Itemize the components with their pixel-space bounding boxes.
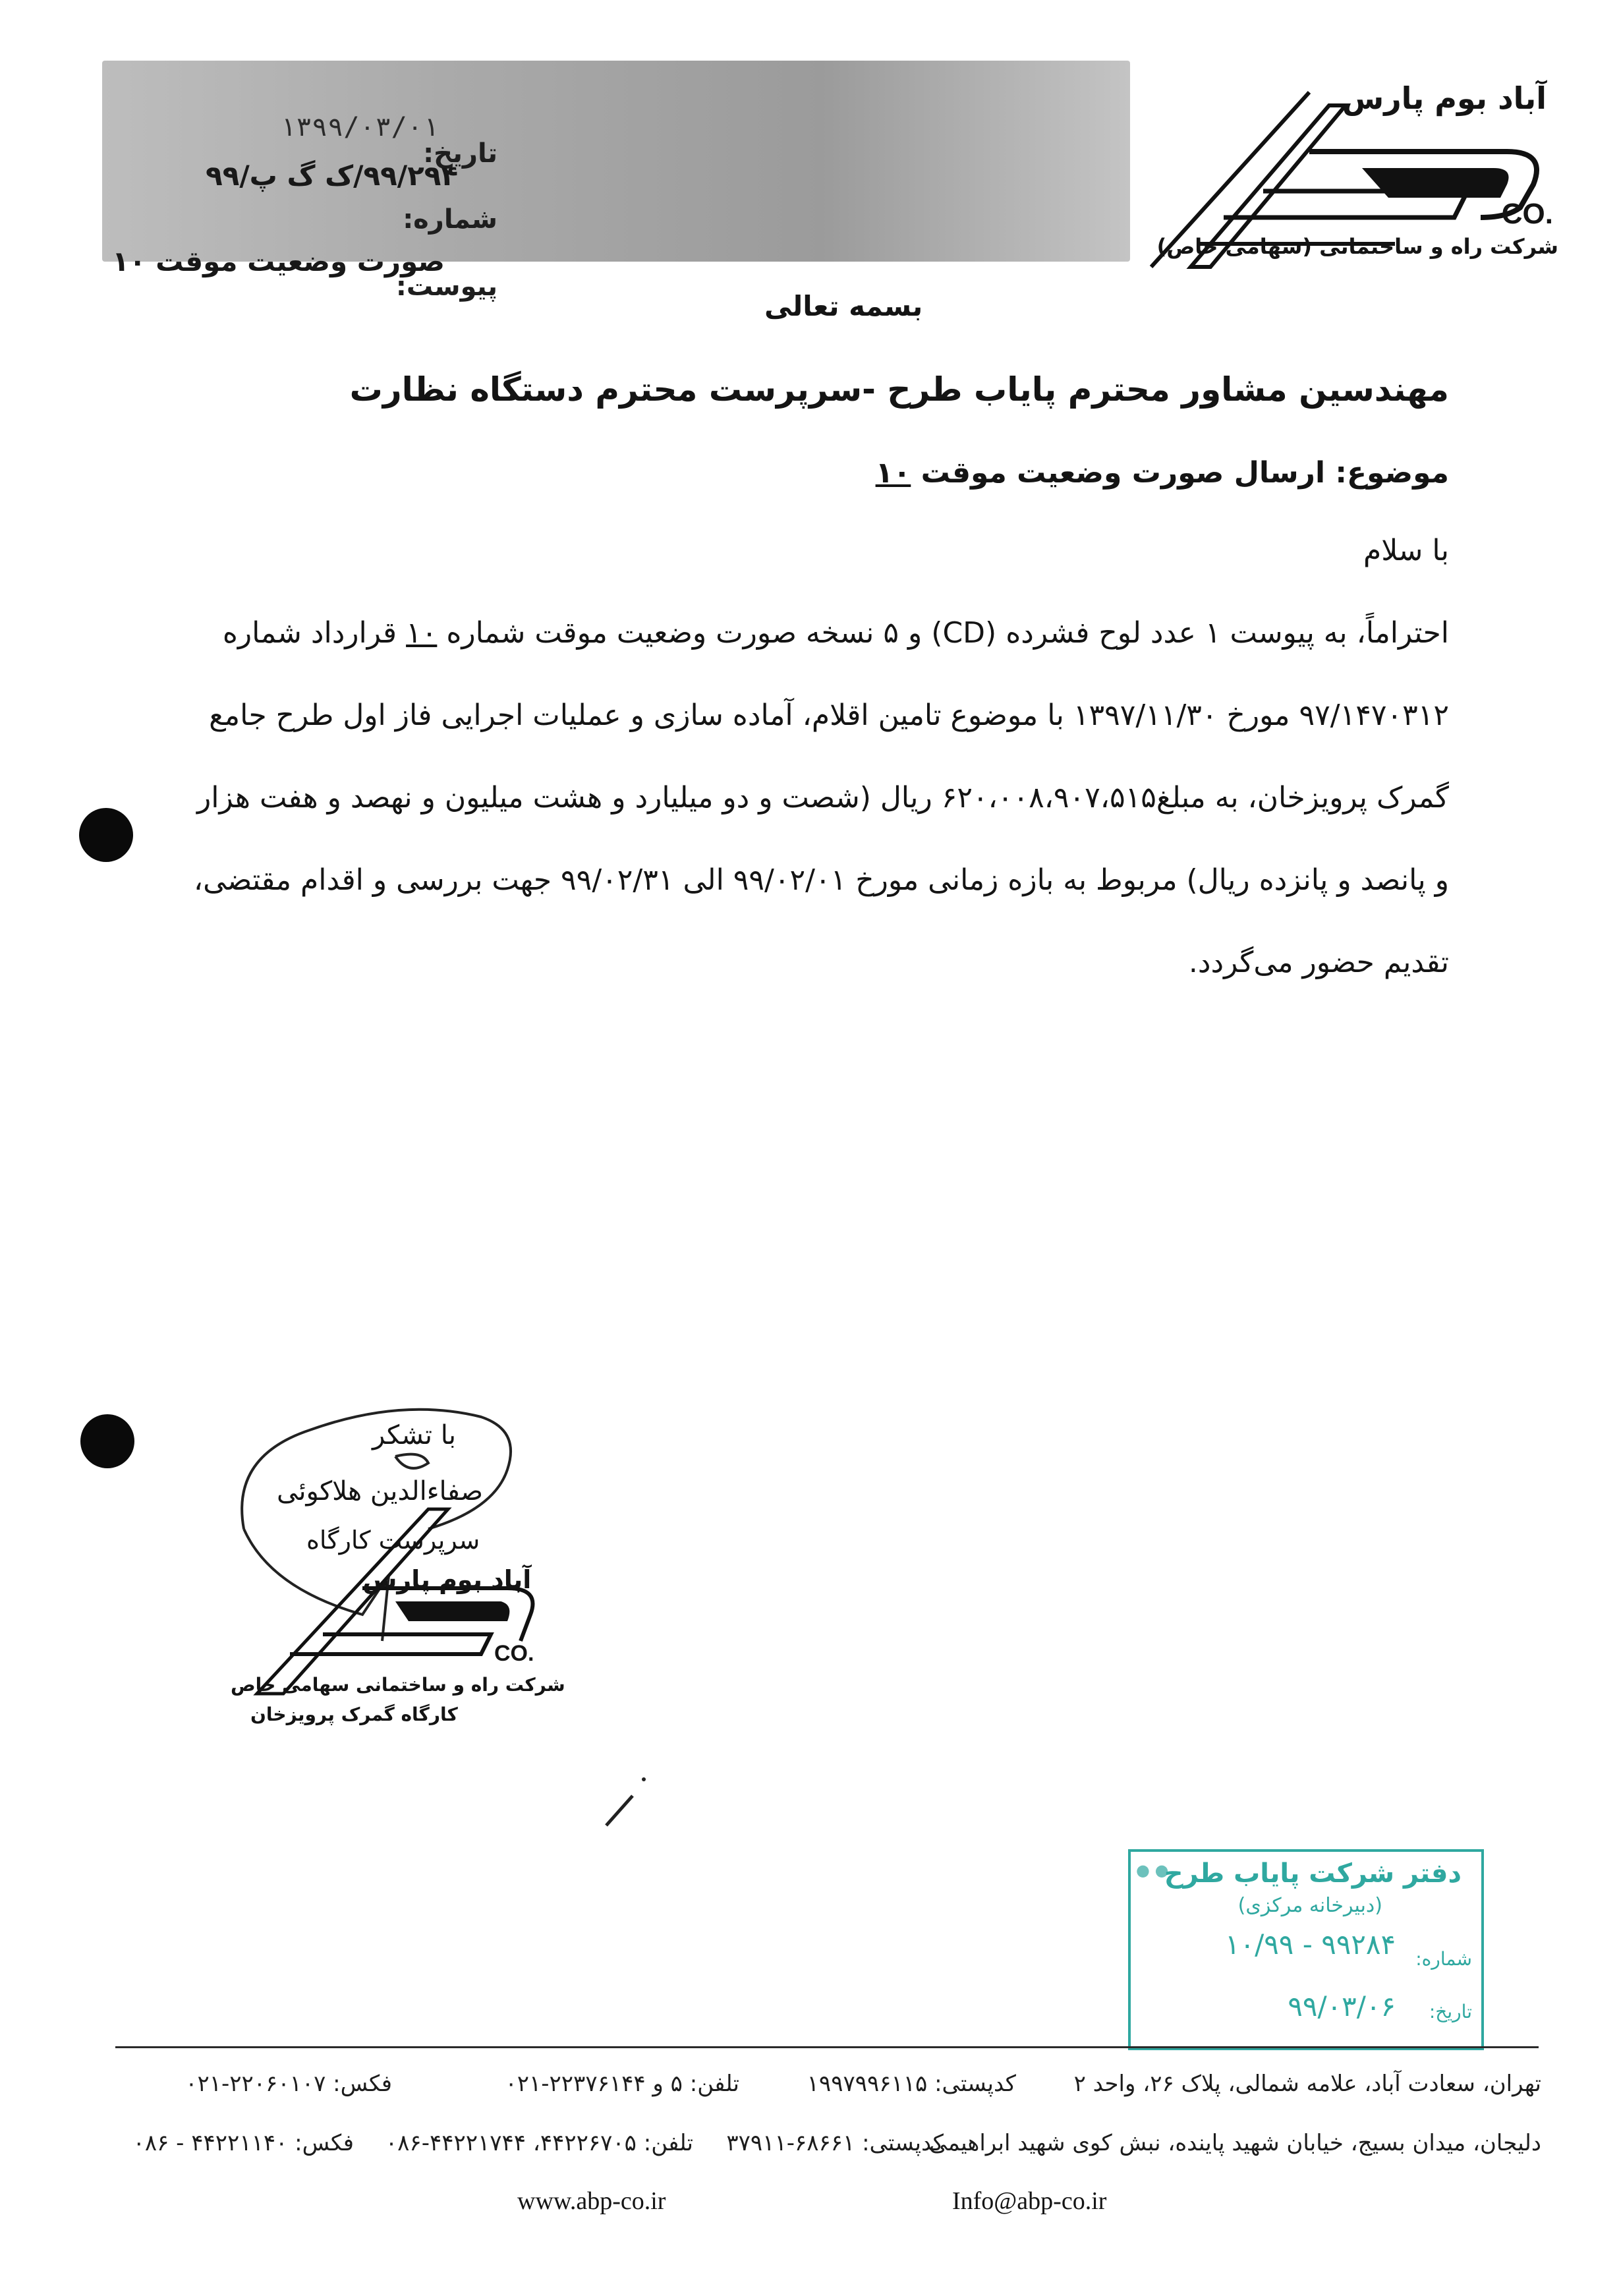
footer-phone-tehran: تلفن: ۵ و ۲۲۳۷۶۱۴۴-۰۲۱ (505, 2071, 739, 2097)
body-line-2: ۹۷/۱۴۷۰۳۱۲ مورخ ۱۳۹۷/۱۱/۳۰ با موضوع تامین اقلام، آماده سازی و عملیات اجرایی فاز اول طرح جامع (209, 699, 1449, 732)
footer-postal-delijan: کدپستی: ۶۸۶۶۱-۳۷۹۱۱ (726, 2130, 944, 2156)
signature-name: صفاءالدین هلاکوئی (277, 1476, 483, 1507)
received-date-value: ۹۹/۰۳/۰۶ (1288, 1990, 1396, 2023)
handwritten-date: ۱۳۹۹/۰۳/۰۱ (280, 112, 439, 142)
attachment-value: صورت وضعیت موقت ۱۰ (112, 245, 445, 277)
stamp-co-label: CO. (494, 1641, 534, 1666)
greeting: با سلام (1363, 534, 1449, 567)
received-stamp (1128, 1849, 1484, 2050)
body-line-4: و پانصد و پانزده ریال) مربوط به بازه زمانی مورخ ۹۹/۰۲/۰۱ الی ۹۹/۰۲/۳۱ جهت بررسی و اقدام مقتضی، (193, 863, 1449, 897)
company-co-label: CO. (1501, 198, 1553, 230)
footer-fax-delijan: فکس: ۴۴۲۲۱۱۴۰ - ۰۸۶ (132, 2130, 354, 2156)
addressee: مهندسین مشاور محترم پایاب طرح -سرپرست محترم دستگاه نظارت (349, 370, 1449, 409)
footer-email-link[interactable]: Info@abp-co.ir (952, 2187, 1107, 2215)
number-label: شماره: (403, 204, 497, 235)
footer-fax-tehran: فکس: ۲۲۰۶۰۱۰۷-۰۲۱ (185, 2071, 392, 2097)
body-line-1-number: ۱۰ (406, 616, 438, 650)
company-name: آباد بوم پارس (1342, 80, 1547, 116)
letter-meta-box (102, 61, 1130, 302)
received-stamp-subtitle: (دبیرخانه مرکزی) (1237, 1894, 1382, 1917)
footer-address-tehran: تهران، سعادت آباد، علامه شمالی، پلاک ۲۶، واحد ۲ (1073, 2071, 1541, 2097)
subject-label: موضوع: (1335, 456, 1449, 490)
stamp-side-mark: ● ● (1136, 1861, 1169, 1880)
received-number-label: شماره: (1415, 1948, 1472, 1970)
received-date-label: تاریخ: (1429, 2001, 1472, 2023)
received-number-value: ۹۹۲۸۴ - ۱۰/۹۹ (1224, 1928, 1396, 1961)
attachment-label: پیوست: (395, 272, 497, 302)
footer-phone-delijan: تلفن: ۴۴۲۲۶۷۰۵، ۴۴۲۲۱۷۴۴-۰۸۶ (385, 2130, 693, 2156)
date-label: تاریخ: (423, 138, 497, 169)
punch-hole-mark (79, 808, 133, 862)
body-line-3: گمرک پرویزخان، به مبلغ۶۲۰،۰۰۸،۹۰۷،۵۱۵ ریال (شصت و دو میلیارد و هشت میلیون و نهصد و هفت هزار (197, 781, 1449, 815)
body-line-1-part-b: قرارداد شماره (222, 616, 397, 650)
meta-attachment-value (112, 245, 445, 277)
signature-title: سرپرست کارگاه (306, 1526, 480, 1555)
footer-website-link[interactable]: www.abp-co.ir (517, 2187, 666, 2215)
body-line-1 (223, 616, 1449, 650)
stamp-company-name: آباد بوم پارس (362, 1565, 532, 1594)
subject-number: ۱۰ (875, 456, 911, 490)
footer-address-delijan: دلیجان، میدان بسیج، خیابان شهید پاینده، نبش کوی شهید ابراهیمی (929, 2130, 1541, 2156)
company-subtitle: شرکت راه و ساختمانی (سهامی خاص) (1156, 234, 1558, 259)
meta-number-row (403, 204, 497, 235)
subject-line (876, 456, 1449, 490)
footer-divider (115, 2046, 1539, 2048)
received-stamp-title: دفتر شرکت پایاب طرح (1164, 1858, 1462, 1889)
meta-number-value (206, 159, 458, 192)
body-line-5: تقدیم حضور می‌گردد. (1188, 946, 1449, 979)
subject-text: ارسال صورت وضعیت موقت (921, 456, 1326, 490)
punch-hole-mark (80, 1414, 134, 1468)
pen-mark (596, 1773, 649, 1832)
letter-number: ۹۹/۲۹۴/ک گ پ/۹۹ (206, 159, 458, 192)
stamp-line-2: کارگاه گمرک پرویزخان (250, 1704, 458, 1725)
body-line-1-part-a: احتراماً، به پیوست ۱ عدد لوح فشرده (CD) و ۵ نسخه صورت وضعیت موقت شماره (446, 616, 1449, 650)
meta-attachment-row (396, 272, 497, 302)
footer-postal-tehran: کدپستی: ۱۹۹۷۹۹۶۱۱۵ (807, 2071, 1016, 2097)
signature-block (231, 1377, 600, 1760)
signature-closing: با تشکر (372, 1420, 457, 1450)
stamp-line-1: شرکت راه و ساختمانی سهامی خاص (231, 1674, 565, 1696)
bismillah: بسمه تعالی (764, 290, 923, 322)
